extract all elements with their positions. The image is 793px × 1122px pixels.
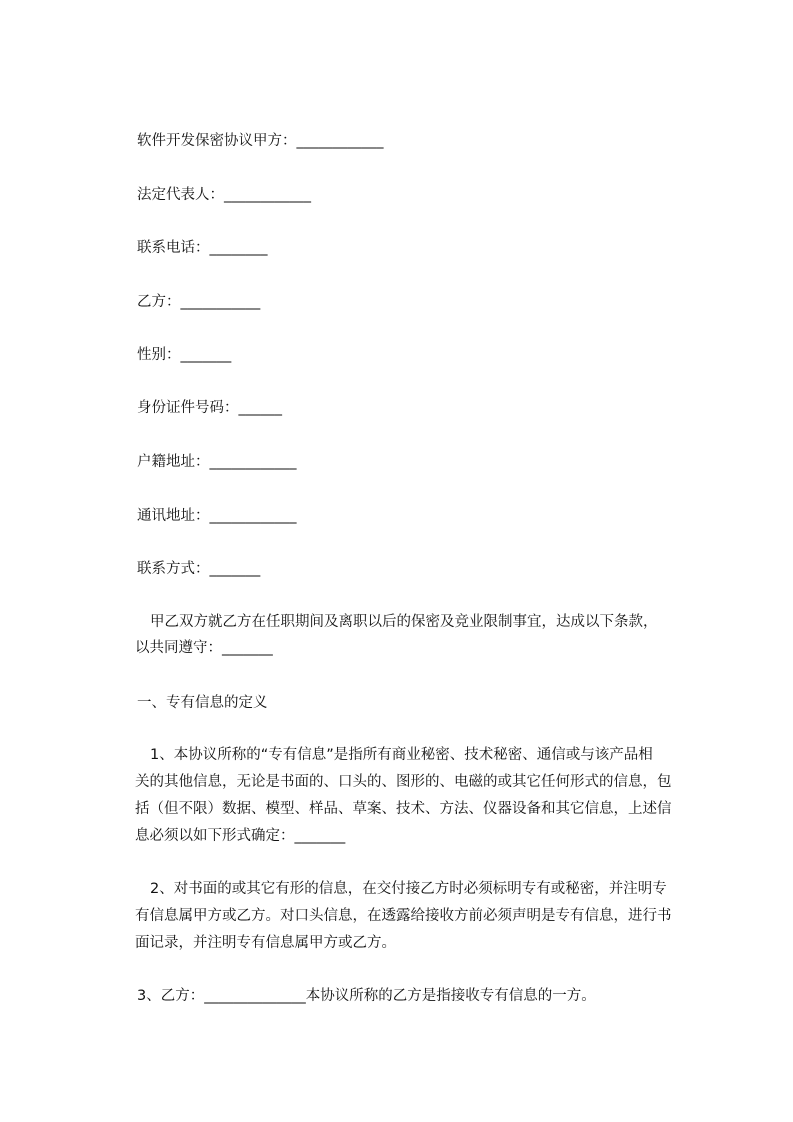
field-label: 性别：: [137, 347, 181, 363]
field-party-b: [137, 292, 260, 312]
clause-3-suffix: 本协议所称的乙方是指接收专有信息的一方。: [305, 988, 596, 1004]
intro-line-2: 以共同遵守：_______: [135, 640, 273, 656]
field-gender: [137, 345, 231, 365]
field-phone: [137, 238, 268, 258]
field-label: 乙方：: [137, 294, 181, 310]
field-label: 户籍地址：: [137, 454, 210, 470]
field-contact: [137, 559, 260, 579]
field-blank: ___________: [180, 294, 261, 310]
intro-line-1: 甲乙双方就乙方在任职期间及离职以后的保密及竞业限制事宜，达成以下条款，: [150, 614, 658, 630]
field-label: 软件开发保密协议甲方：: [137, 133, 297, 149]
field-blank: ________: [209, 240, 268, 256]
field-blank: ____________: [209, 508, 297, 524]
field-blank: _______: [209, 561, 261, 577]
field-label: 身份证件号码：: [137, 400, 239, 416]
clause-1-line-1: 1、本协议所称的“专有信息”是指所有商业秘密、技术秘密、通信或与该产品相: [150, 747, 653, 763]
field-id-number: [137, 398, 282, 418]
field-blank: ______: [238, 400, 282, 416]
field-blank: ____________: [296, 133, 384, 149]
field-mailing-address: [137, 506, 297, 526]
clause-3-blank: ______________: [204, 988, 306, 1004]
field-label: 联系方式：: [137, 561, 210, 577]
field-label: 法定代表人：: [137, 187, 224, 203]
clause-1-line-3: 括（但不限）数据、模型、样品、草案、技术、方法、仪器设备和其它信息，上述信: [135, 801, 672, 817]
field-household-address: [137, 452, 297, 472]
field-party-a: [137, 131, 384, 151]
field-blank: ____________: [224, 187, 311, 203]
clause-3-prefix: 3、乙方：: [137, 988, 205, 1004]
field-label: 通讯地址：: [137, 508, 210, 524]
field-legal-representative: [137, 185, 311, 205]
clause-3: [137, 986, 596, 1006]
clause-2-line-3: 面记录，并注明专有信息属甲方或乙方。: [135, 935, 396, 951]
field-label: 联系电话：: [137, 240, 210, 256]
section-heading: 一、专有信息的定义: [137, 695, 268, 711]
clause-1-line-4: 息必须以如下形式确定：_______: [135, 828, 346, 844]
clause-2-line-1: 2、对书面的或其它有形的信息，在交付接乙方时必须标明专有或秘密，并注明专: [150, 881, 667, 897]
clause-1-line-2: 关的其他信息，无论是书面的、口头的、图形的、电磁的或其它任何形式的信息，包: [135, 774, 672, 790]
field-blank: _______: [180, 347, 232, 363]
clause-2-line-2: 有信息属甲方或乙方。对口头信息，在透露给接收方前必须声明是专有信息，进行书: [135, 908, 672, 924]
field-blank: ____________: [209, 454, 297, 470]
